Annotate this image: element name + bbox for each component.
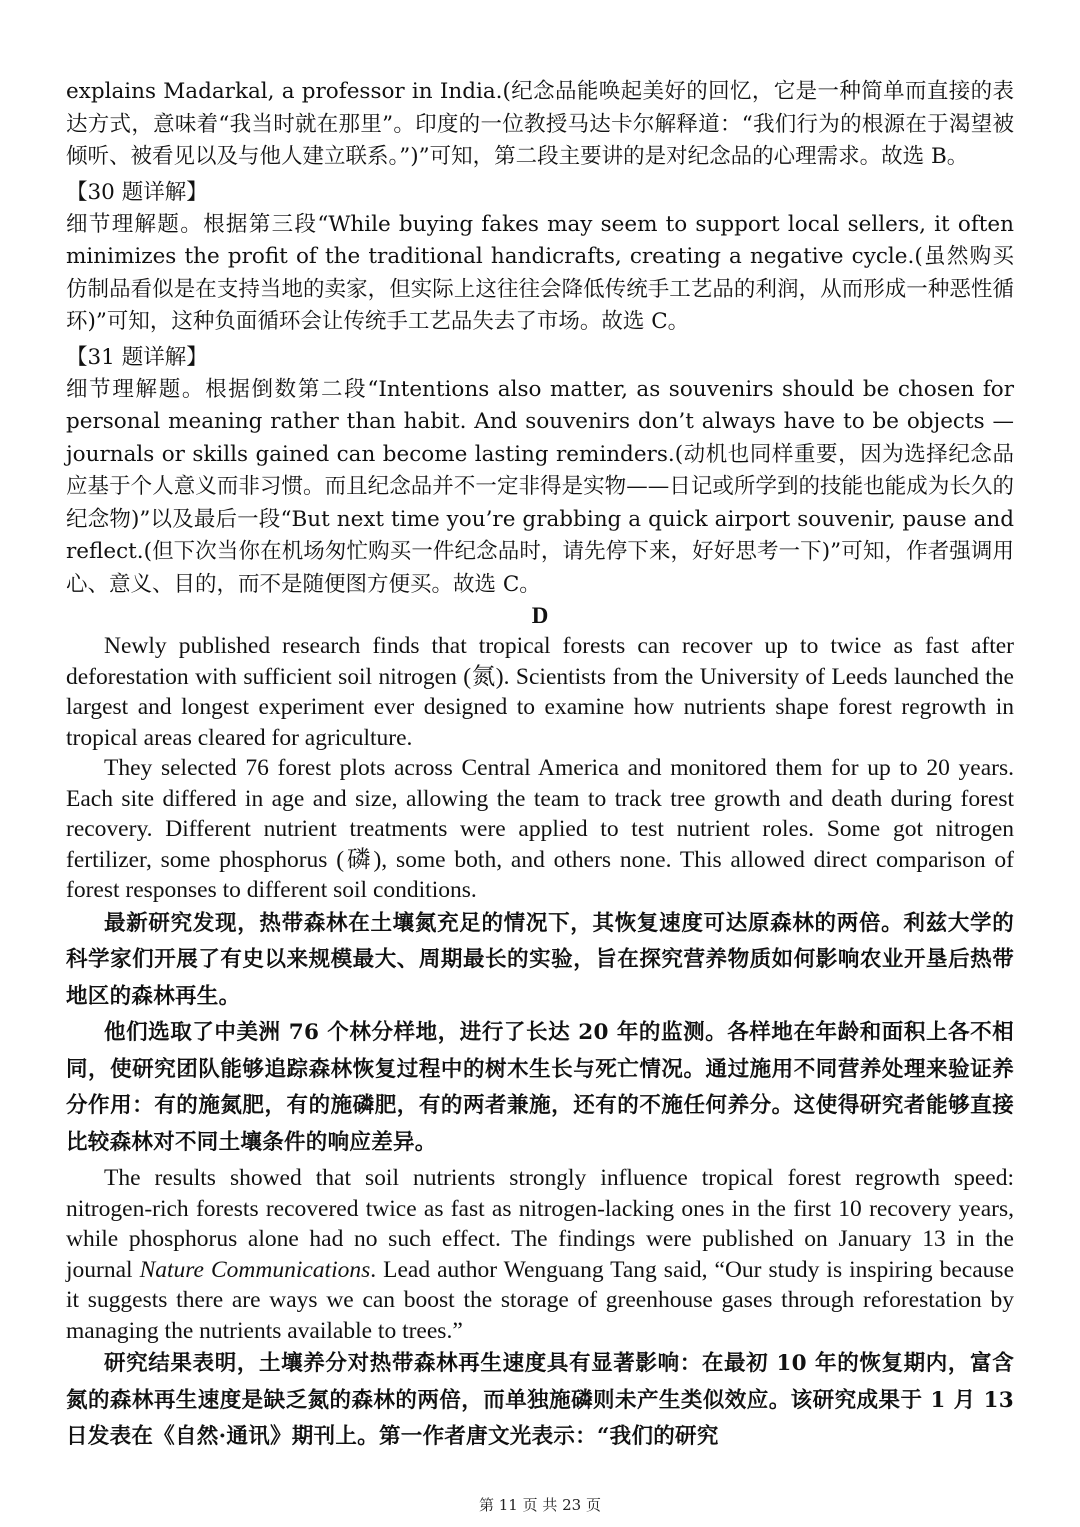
translation-paragraph-1: 最新研究发现，热带森林在土壤氮充足的情况下，其恢复速度可达原森林的两倍。利兹大学的科学家们开展了有史以来规模最大、周期最长的实验，旨在探究营养物质如何影响农业开垦后热带地区的森林再生。 bbox=[66, 910, 1014, 1009]
passage-d-paragraph-1: Newly published research finds that tropical forests can recover up to twice as fast after deforestation with sufficient soil nitrogen (氮). Scientists from the University of Leeds launched the largest and longest experiment ever designed to examine how nutrients shape forest regrowth in tropical areas cleared for agriculture. bbox=[66, 633, 1014, 751]
translation-paragraph-2: 他们选取了中美洲 76 个林分样地，进行了长达 20 年的监测。各样地在年龄和面积上各不相同，使研究团队能够追踪森林恢复过程中的树木生长与死亡情况。通过施用不同营养处理来验证养分作用：有的施氮肥，有的施磷肥，有的两者兼施，还有的不施任何养分。这使得研究者能够直接比较森林对不同土壤条件的响应差异。 bbox=[66, 1020, 1014, 1155]
page-footer: 第 11 页 共 23 页 bbox=[478, 1496, 601, 1514]
q30-heading: 【30 题详解】 bbox=[66, 179, 208, 205]
paragraph-3-text-b: . Lead author Wenguang Tang said, “Our study is inspiring because it suggests there are ways we can boost the storage of greenhouse gases through reforestation by managing the nutrients available to trees.” bbox=[66, 1256, 1014, 1344]
journal-title: Nature Communications bbox=[139, 1256, 371, 1283]
q31-explanation: 细节理解题。根据倒数第二段“Intentions also matter, as souvenirs should be chosen for personal meaning rather than habit. And souvenirs don’t always have to be objects — journals or skills gained can become lasting reminders.(动机也同样重要，因为选择纪念品应基于个人意义而非习惯。而且纪念品并不一定非得是实物——日记或所学到的技能也能成为长久的纪念物)”以及最后一段“But next time you’re grabbing a quick airport souvenir, pause and reflect.(但下次当你在机场匆忙购买一件纪念品时，请先停下来，好好思考一下)”可知，作者强调用心、意义、目的，而不是随便图方便买。故选 C。 bbox=[66, 376, 1014, 597]
q30-explanation: 细节理解题。根据第三段“While buying fakes may seem to support local sellers, it often minimizes the profit of the traditional handicrafts, creating a negative cycle.(虽然购买仿制品看似是在支持当地的卖家，但实际上这往往会降低传统手工艺品的利润，从而形成一种恶性循环)”可知，这种负面循环会让传统手工艺品失去了市场。故选 C。 bbox=[66, 211, 1014, 334]
q31-heading: 【31 题详解】 bbox=[66, 344, 208, 370]
passage-d-paragraph-2: They selected 76 forest plots across Central America and monitored them for up to 20 years. Each site differed in age and size, allowing the team to track tree growth and death during forest recovery. Different nutrient treatments were applied to test nutrient roles. Some got nitrogen fertilizer, some phosphorus (磷), some both, and others none. This allowed direct comparison of forest responses to different soil conditions. bbox=[66, 755, 1014, 903]
paragraph-3-text-a: The results showed that soil nutrients strongly influence tropical forest regrowth speed: nitrogen-rich forests recovered twice as fast as nitrogen-lacking ones in the first 10 recovery years, while phosphorus alone had no such effect. The findings were published on January 13 in the journal bbox=[66, 1165, 1014, 1283]
section-d-title: D bbox=[531, 603, 549, 628]
page-content bbox=[66, 76, 1014, 1456]
passage-d-paragraph-3 bbox=[66, 1163, 1014, 1346]
q29-explanation-tail: explains Madarkal, a professor in India.(纪念品能唤起美好的回忆，它是一种简单而直接的表达方式，意味着“我当时就在那里”。印度的一位教授马达卡尔解释道：“我们行为的根源在于渴望被倾听、被看见以及与他人建立联系。”)”可知，第二段主要讲的是对纪念品的心理需求。故选 B。 bbox=[66, 79, 1014, 169]
translation-paragraph-3: 研究结果表明，土壤养分对热带森林再生速度具有显著影响：在最初 10 年的恢复期内，富含氮的森林再生速度是缺乏氮的森林的两倍，而单独施磷则未产生类似效应。该研究成果于 1 月 13 日发表在《自然·通讯》期刊上。第一作者唐文光表示：“我们的研究 bbox=[66, 1351, 1014, 1449]
